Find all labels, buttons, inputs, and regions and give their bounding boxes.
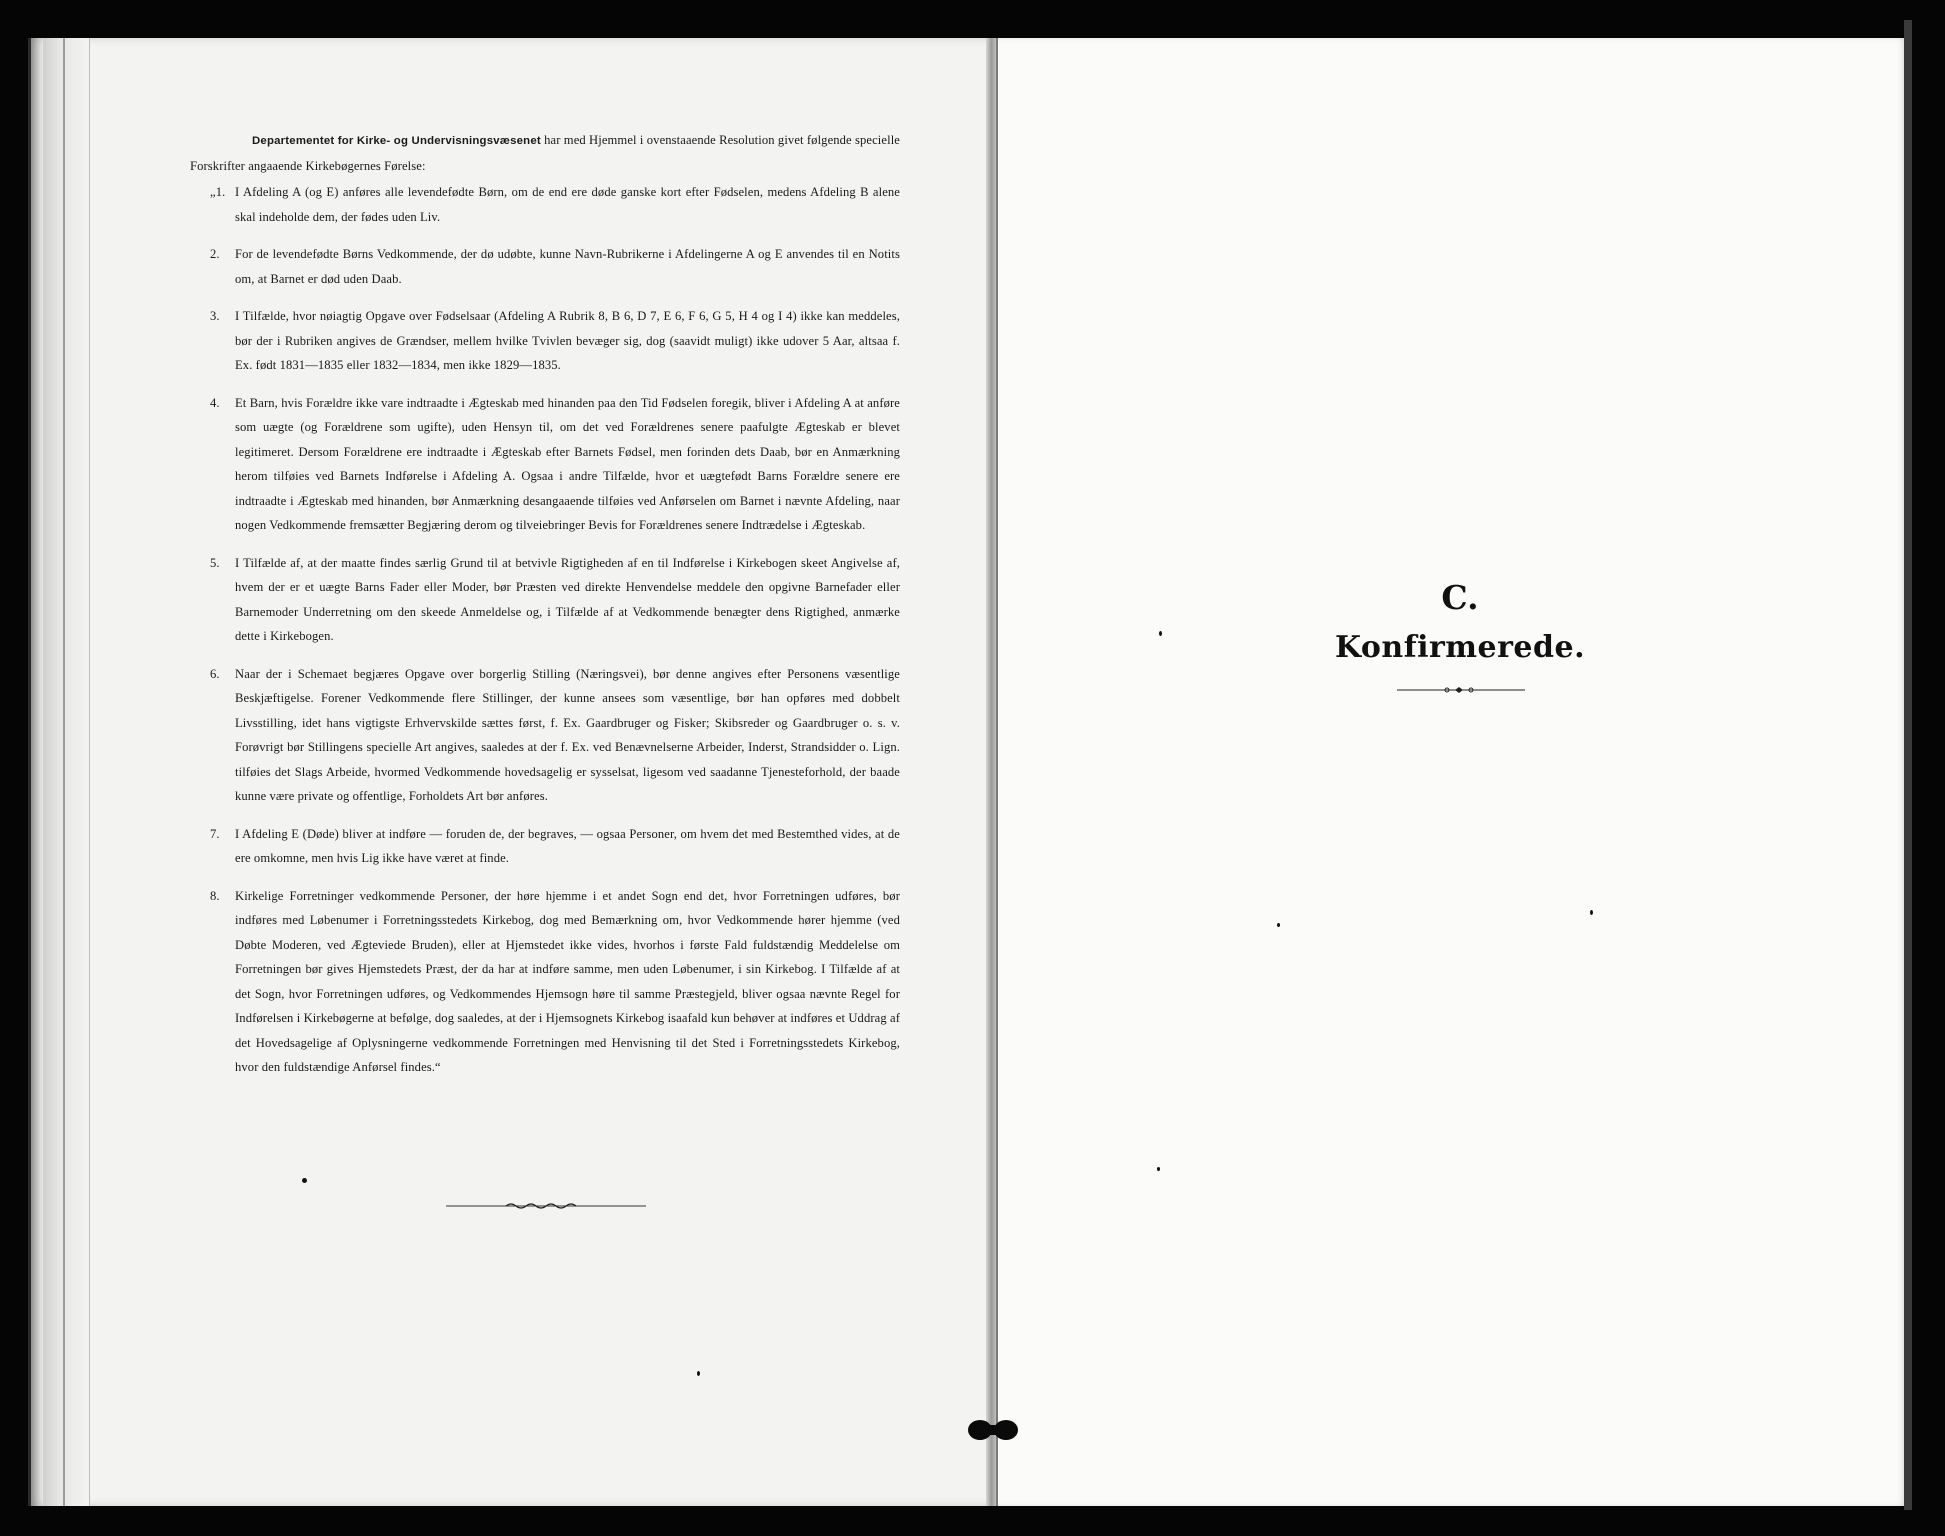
item-text: Kirkelige Forretninger vedkommende Personer, der høre hjemme i et andet Sogn end det, hvor Forretningen udføres, bør indføres med Løbenumer i Forretningsstedets Kirkebog, dog med Bemærkning om, hvor Vedkommende hører hjemme (ved Døbte Moderen, ved Ægteviede Bruden), eller at Hjemstedet ikke vides, hvorhos i første Fald fuldstændig Meddelelse om Forretningen bør gives Hjemstedets Præst, der da har at indføre samme, men uden Løbenumer, i sin Kirkebog. I Tilfælde af at det Sogn, hvor Forretningen udføres, og Vedkommendes Hjemsogn høre til samme Præstegjeld, bliver ogsaa nævnte Regel for Indførelsen i Kirkebøgerne at befølge, dog saaledes, at der i Hjemsognets Kirkebog isaafald kun behøver at indføres et Uddrag af det Hovedsagelige af Oplysningerne vedkommende Forretningen med Henvisning til det Sted i Forretningsstedets Kirkebog, hvor den fuldstændige Anførsel findes.“	[235, 888, 900, 1074]
scan-speck	[1277, 923, 1280, 927]
binding-clasp-icon	[966, 1417, 1020, 1443]
item-text: Naar der i Schemaet begjæres Opgave over borgerlig Stilling (Næringsvei), bør denne angives efter Personens væsentlige Beskjæftigelse. Forener Vedkommende flere Stillinger, der kunne ansees som væsentlige, bør han opføres med dobbelt Livsstilling, idet hans vigtigste Erhvervskilde sættes først, f. Ex. Gaardbruger og Fisker; Skibsreder og Gaardbruger o. s. v. Forøvrigt bør Stillingens specielle Art angives, saaledes at der f. Ex. ved Benævnelserne Arbeider, Inderst, Strandsidder o. Lign. tilføies det Slags Arbeide, hvormed Vedkommende hovedsagelig er sysselsat, ligesom ved saadanne Tjenesteforhold, der baade kunne være private og offentlige, Forholdets Art bør anføres.	[235, 666, 900, 803]
item-number: 2.	[210, 247, 220, 261]
section-title: Konfirmerede.	[1334, 630, 1586, 665]
item-number: 8.	[210, 888, 220, 903]
intro-paragraph	[190, 128, 900, 178]
regulation-item	[190, 662, 900, 809]
intro-text: har med Hjemmel i ovenstaaende Resolution givet følgende specielle Forskrifter angaaende Kirkebøgernes Førelse:	[190, 133, 900, 173]
regulation-item	[190, 180, 900, 229]
regulation-item	[190, 242, 900, 291]
section-letter: C.	[1441, 578, 1479, 617]
scan-speck	[302, 1178, 307, 1183]
regulation-item	[190, 551, 900, 649]
regulation-item	[190, 884, 900, 1080]
item-number: 6.	[210, 666, 220, 681]
item-text: I Afdeling A (og E) anføres alle levendefødte Børn, om de end ere døde ganske kort efter Fødselen, medens Afdeling B alene skal indeholde dem, der fødes uden Liv.	[235, 185, 900, 224]
regulations-text	[190, 128, 900, 1093]
regulation-item	[190, 304, 900, 378]
item-number: 5.	[210, 555, 220, 570]
item-number: 3.	[210, 309, 220, 323]
item-text: I Tilfælde, hvor nøiagtig Opgave over Fødselsaar (Afdeling A Rubrik 8, B 6, D 7, E 6, F 6, G 5, H 4 og I 4) ikke kan meddeles, bør der i Rubriken angives de Grændser, mellem hvilke Tvivlen bevæger sig, dog (saavidt muligt) ikke udover 5 Aar, altsaa f. Ex. født 1831—1835 eller 1832—1834, men ikke 1829—1835.	[235, 309, 900, 372]
scan-speck	[1590, 910, 1593, 915]
scan-speck	[697, 1371, 700, 1376]
scan-speck	[1159, 631, 1162, 636]
item-text: Et Barn, hvis Forældre ikke vare indtraadte i Ægteskab med hinanden paa den Tid Fødselen foregik, bliver i Afdeling A at anføre som uægte (og Forældrene som ugifte), uden Hensyn til, om det ved Forældrenes senere paafulgte Ægteskab er blevet legitimeret. Dersom Forældrene ere indtraadte i Ægteskab efter Barnets Fødsel, men forinden dets Daab, bør en Anmærkning herom tilføies ved Barnets Indførelse i Afdeling A. Ogsaa i andre Tilfælde, hvor et uægtefødt Barns Forældre senere ere indtraadte i Ægteskab med hinanden, bør Anmærkning desangaaende tilføies ved Anførselen om Barnet i nævnte Afdeling, naar nogen Vedkommende fremsætter Begjæring derom og tilveiebringer Bevis for Forældrenes senere Indtrædelse i Ægteskab.	[235, 395, 900, 532]
left-page-edge	[43, 38, 90, 1506]
regulation-item	[190, 822, 900, 871]
scan-speck	[1157, 1167, 1160, 1171]
item-number: 4.	[210, 395, 220, 410]
item-text: I Tilfælde af, at der maatte findes særlig Grund til at betvivle Rigtigheden af en til Indførelse i Kirkebogen skeet Angivelse af, hvem der er et uægte Barns Fader eller Moder, bør Præsten ved direkte Henvendelse meddele den opgivne Barnefader eller Barnemoder Underretning om den skeede Anmeldelse og, i Tilfælde af at Vedkommende benægter dens Rigtighed, anmærke dette i Kirkebogen.	[235, 555, 900, 643]
ornamental-rule-icon	[446, 1201, 646, 1211]
ornamental-rule-icon	[1397, 685, 1525, 695]
item-number: 7.	[210, 826, 220, 841]
gutter-line	[996, 38, 998, 1506]
right-page-edge	[1904, 20, 1912, 1510]
regulation-item	[190, 391, 900, 538]
intro-bold-heading: Departementet for Kirke- og Undervisningsvæsenet	[252, 135, 541, 147]
item-text: I Afdeling E (Døde) bliver at indføre — foruden de, der begraves, — ogsaa Personer, om hvem det med Bestemthed vides, at de ere omkomne, men hvis Lig ikke have været at finde.	[235, 826, 900, 865]
item-number: „1.	[210, 185, 226, 199]
right-page	[992, 38, 1910, 1506]
item-text: For de levendefødte Børns Vedkommende, der dø udøbte, kunne Navn-Rubrikerne i Afdelingerne A og E anvendes til en Notits om, at Barnet er død uden Daab.	[235, 247, 900, 286]
